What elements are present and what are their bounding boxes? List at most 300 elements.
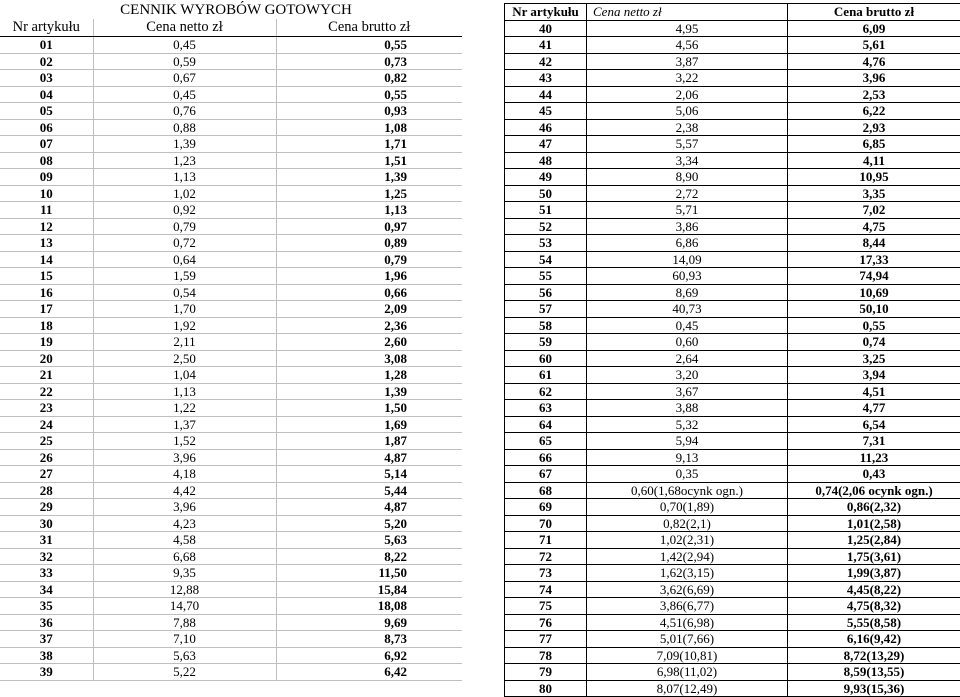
cell-net-price: 2,72: [587, 185, 788, 202]
cell-gross-price: 4,75: [788, 218, 960, 235]
cell-net-price: 1,23: [93, 152, 276, 169]
cell-gross-price: 50,10: [788, 301, 960, 318]
header-net-price: Cena netto zł: [93, 19, 276, 37]
cell-gross-price: 1,39: [276, 383, 462, 400]
cell-article-number: 42: [505, 53, 587, 70]
cell-net-price: 4,18: [93, 466, 276, 483]
cell-gross-price: 4,51: [788, 383, 960, 400]
cell-gross-price: 6,92: [276, 647, 462, 664]
cell-net-price: 0,59: [93, 53, 276, 70]
cell-net-price: 3,22: [587, 70, 788, 87]
table-row: [505, 169, 960, 186]
price-table-right: [504, 3, 960, 697]
cell-article-number: 58: [505, 317, 587, 334]
cell-net-price: 5,01(7,66): [587, 631, 788, 648]
cell-net-price: 4,58: [93, 532, 276, 549]
table-row: [505, 367, 960, 384]
cell-article-number: 25: [0, 433, 93, 450]
table-row: [505, 631, 960, 648]
cell-article-number: 31: [0, 532, 93, 549]
table-row: [505, 235, 960, 252]
cell-gross-price: 6,54: [788, 416, 960, 433]
table-row: [505, 548, 960, 565]
cell-net-price: 1,02(2,31): [587, 532, 788, 549]
cell-article-number: 72: [505, 548, 587, 565]
cell-gross-price: 0,97: [276, 218, 462, 235]
cell-net-price: 7,09(10,81): [587, 647, 788, 664]
cell-net-price: 1,02: [93, 185, 276, 202]
cell-gross-price: 11,50: [276, 565, 462, 582]
table-row: [0, 350, 462, 367]
cell-gross-price: 1,96: [276, 268, 462, 285]
table-row: [505, 317, 960, 334]
cell-net-price: 0,82(2,1): [587, 515, 788, 532]
cell-article-number: 75: [505, 598, 587, 615]
table-row: [0, 70, 462, 87]
cell-article-number: 67: [505, 466, 587, 483]
cell-article-number: 21: [0, 367, 93, 384]
cell-net-price: 4,56: [587, 37, 788, 54]
cell-gross-price: 1,25(2,84): [788, 532, 960, 549]
table-row: [505, 268, 960, 285]
table-row: [0, 86, 462, 103]
cell-gross-price: 6,22: [788, 103, 960, 120]
cell-net-price: 1,04: [93, 367, 276, 384]
cell-net-price: 4,23: [93, 515, 276, 532]
cell-article-number: 15: [0, 268, 93, 285]
cell-net-price: 1,37: [93, 416, 276, 433]
table-row: [505, 680, 960, 697]
cell-net-price: 0,92: [93, 202, 276, 219]
cell-net-price: 0,54: [93, 284, 276, 301]
table-row: [505, 614, 960, 631]
cell-net-price: 0,72: [93, 235, 276, 252]
cell-gross-price: 3,94: [788, 367, 960, 384]
cell-net-price: 14,70: [93, 598, 276, 615]
cell-gross-price: 5,55(8,58): [788, 614, 960, 631]
cell-article-number: 24: [0, 416, 93, 433]
cell-net-price: 4,51(6,98): [587, 614, 788, 631]
table-row: [0, 136, 462, 153]
cell-gross-price: 8,59(13,55): [788, 664, 960, 681]
cell-article-number: 38: [0, 647, 93, 664]
cell-gross-price: 0,82: [276, 70, 462, 87]
cell-net-price: 5,22: [93, 664, 276, 681]
cell-net-price: 3,67: [587, 383, 788, 400]
cell-gross-price: 0,55: [788, 317, 960, 334]
cell-gross-price: 18,08: [276, 598, 462, 615]
table-row: [505, 202, 960, 219]
cell-net-price: 60,93: [587, 268, 788, 285]
table-row: [505, 565, 960, 582]
cell-article-number: 06: [0, 119, 93, 136]
cell-article-number: 40: [505, 20, 587, 37]
cell-article-number: 07: [0, 136, 93, 153]
table-row: [505, 383, 960, 400]
cell-article-number: 59: [505, 334, 587, 351]
cell-gross-price: 17,33: [788, 251, 960, 268]
cell-article-number: 02: [0, 53, 93, 70]
table-row: [505, 598, 960, 615]
header-gross-price: Cena brutto zł: [276, 19, 462, 37]
cell-gross-price: 8,44: [788, 235, 960, 252]
cell-gross-price: 4,87: [276, 449, 462, 466]
table-row: [0, 152, 462, 169]
cell-gross-price: 1,28: [276, 367, 462, 384]
table-row: [505, 581, 960, 598]
table-row: [505, 515, 960, 532]
cell-article-number: 68: [505, 482, 587, 499]
table-row: [0, 169, 462, 186]
cell-gross-price: 0,74(2,06 ocynk ogn.): [788, 482, 960, 499]
cell-gross-price: 3,96: [788, 70, 960, 87]
cell-article-number: 13: [0, 235, 93, 252]
cell-net-price: 3,96: [93, 449, 276, 466]
cell-gross-price: 11,23: [788, 449, 960, 466]
cell-gross-price: 2,36: [276, 317, 462, 334]
cell-gross-price: 1,71: [276, 136, 462, 153]
cell-article-number: 30: [0, 515, 93, 532]
cell-gross-price: 6,16(9,42): [788, 631, 960, 648]
cell-net-price: 40,73: [587, 301, 788, 318]
table-row: [0, 251, 462, 268]
cell-net-price: 0,35: [587, 466, 788, 483]
cell-article-number: 16: [0, 284, 93, 301]
cell-gross-price: 1,39: [276, 169, 462, 186]
cell-net-price: 1,62(3,15): [587, 565, 788, 582]
cell-gross-price: 2,93: [788, 119, 960, 136]
cell-gross-price: 5,14: [276, 466, 462, 483]
table-header-row: [505, 4, 960, 21]
cell-net-price: 1,70: [93, 301, 276, 318]
cell-gross-price: 4,11: [788, 152, 960, 169]
cell-gross-price: 3,08: [276, 350, 462, 367]
cell-net-price: 3,20: [587, 367, 788, 384]
cell-article-number: 70: [505, 515, 587, 532]
table-row: [0, 119, 462, 136]
header-article-number: Nr artykułu: [505, 4, 587, 21]
cell-gross-price: 6,42: [276, 664, 462, 681]
cell-article-number: 18: [0, 317, 93, 334]
cell-article-number: 23: [0, 400, 93, 417]
cell-net-price: 5,71: [587, 202, 788, 219]
cell-gross-price: 8,22: [276, 548, 462, 565]
cell-gross-price: 8,73: [276, 631, 462, 648]
table-row: [505, 119, 960, 136]
cell-article-number: 14: [0, 251, 93, 268]
cell-article-number: 33: [0, 565, 93, 582]
table-row: [505, 70, 960, 87]
cell-article-number: 57: [505, 301, 587, 318]
table-row: [505, 218, 960, 235]
cell-article-number: 60: [505, 350, 587, 367]
cell-gross-price: 0,73: [276, 53, 462, 70]
cell-net-price: 0,70(1,89): [587, 499, 788, 516]
cell-article-number: 39: [0, 664, 93, 681]
cell-article-number: 64: [505, 416, 587, 433]
cell-net-price: 0,45: [93, 86, 276, 103]
table-header-row: [0, 19, 462, 37]
table-row: [505, 416, 960, 433]
table-row: [0, 235, 462, 252]
cell-article-number: 41: [505, 37, 587, 54]
cell-gross-price: 2,09: [276, 301, 462, 318]
cell-gross-price: 2,60: [276, 334, 462, 351]
cell-net-price: 0,45: [587, 317, 788, 334]
cell-article-number: 17: [0, 301, 93, 318]
cell-net-price: 9,13: [587, 449, 788, 466]
cell-article-number: 76: [505, 614, 587, 631]
table-row: [0, 103, 462, 120]
cell-article-number: 11: [0, 202, 93, 219]
cell-article-number: 47: [505, 136, 587, 153]
cell-article-number: 79: [505, 664, 587, 681]
cell-net-price: 0,79: [93, 218, 276, 235]
table-row: [0, 268, 462, 285]
cell-net-price: 0,76: [93, 103, 276, 120]
table-row: [0, 482, 462, 499]
table-body-right: [505, 20, 960, 697]
cell-article-number: 03: [0, 70, 93, 87]
table-row: [505, 400, 960, 417]
cell-net-price: 0,60: [587, 334, 788, 351]
cell-net-price: 0,60(1,68ocynk ogn.): [587, 482, 788, 499]
cell-gross-price: 0,93: [276, 103, 462, 120]
table-row: [505, 433, 960, 450]
cell-net-price: 1,13: [93, 169, 276, 186]
cell-net-price: 8,07(12,49): [587, 680, 788, 697]
cell-gross-price: 1,51: [276, 152, 462, 169]
cell-net-price: 1,13: [93, 383, 276, 400]
cell-gross-price: 10,95: [788, 169, 960, 186]
cell-gross-price: 10,69: [788, 284, 960, 301]
price-table-left: [0, 19, 462, 681]
cell-gross-price: 7,02: [788, 202, 960, 219]
cell-article-number: 37: [0, 631, 93, 648]
table-row: [0, 449, 462, 466]
cell-net-price: 1,59: [93, 268, 276, 285]
table-row: [505, 251, 960, 268]
cell-net-price: 3,62(6,69): [587, 581, 788, 598]
cell-article-number: 52: [505, 218, 587, 235]
table-row: [505, 449, 960, 466]
cell-gross-price: 0,55: [276, 37, 462, 54]
table-row: [0, 548, 462, 565]
table-row: [505, 53, 960, 70]
table-row: [0, 631, 462, 648]
cell-net-price: 3,88: [587, 400, 788, 417]
cell-gross-price: 0,74: [788, 334, 960, 351]
cell-article-number: 28: [0, 482, 93, 499]
cell-net-price: 0,88: [93, 119, 276, 136]
cell-article-number: 08: [0, 152, 93, 169]
cell-article-number: 80: [505, 680, 587, 697]
cell-gross-price: 0,55: [276, 86, 462, 103]
cell-gross-price: 6,85: [788, 136, 960, 153]
cell-net-price: 5,32: [587, 416, 788, 433]
cell-net-price: 6,86: [587, 235, 788, 252]
cell-article-number: 05: [0, 103, 93, 120]
cell-article-number: 50: [505, 185, 587, 202]
table-row: [0, 383, 462, 400]
cell-gross-price: 8,72(13,29): [788, 647, 960, 664]
cell-article-number: 01: [0, 37, 93, 54]
table-row: [505, 499, 960, 516]
cell-article-number: 56: [505, 284, 587, 301]
cell-article-number: 04: [0, 86, 93, 103]
cell-net-price: 5,06: [587, 103, 788, 120]
table-row: [505, 20, 960, 37]
table-row: [0, 301, 462, 318]
cell-net-price: 9,35: [93, 565, 276, 582]
cell-net-price: 1,39: [93, 136, 276, 153]
table-row: [0, 53, 462, 70]
cell-gross-price: 5,20: [276, 515, 462, 532]
cell-article-number: 65: [505, 433, 587, 450]
cell-article-number: 35: [0, 598, 93, 615]
cell-net-price: 6,68: [93, 548, 276, 565]
cell-net-price: 2,11: [93, 334, 276, 351]
table-row: [0, 202, 462, 219]
cell-article-number: 51: [505, 202, 587, 219]
cell-gross-price: 1,01(2,58): [788, 515, 960, 532]
cell-net-price: 5,63: [93, 647, 276, 664]
table-row: [0, 598, 462, 615]
cell-gross-price: 9,93(15,36): [788, 680, 960, 697]
cell-net-price: 5,94: [587, 433, 788, 450]
cell-net-price: 2,50: [93, 350, 276, 367]
cell-gross-price: 5,44: [276, 482, 462, 499]
cell-gross-price: 1,50: [276, 400, 462, 417]
cell-article-number: 45: [505, 103, 587, 120]
cell-article-number: 49: [505, 169, 587, 186]
table-row: [0, 37, 462, 54]
table-row: [0, 614, 462, 631]
table-row: [505, 152, 960, 169]
cell-article-number: 61: [505, 367, 587, 384]
cell-article-number: 53: [505, 235, 587, 252]
cell-gross-price: 0,43: [788, 466, 960, 483]
cell-article-number: 78: [505, 647, 587, 664]
table-row: [0, 400, 462, 417]
table-trailing-row: [0, 660, 462, 676]
cell-net-price: 4,95: [587, 20, 788, 37]
cell-article-number: 10: [0, 185, 93, 202]
table-row: [0, 581, 462, 598]
table-row: [0, 317, 462, 334]
cell-gross-price: 1,69: [276, 416, 462, 433]
table-row: [0, 218, 462, 235]
header-gross-price: Cena brutto zł: [788, 4, 960, 21]
cell-article-number: 32: [0, 548, 93, 565]
cell-article-number: 12: [0, 218, 93, 235]
cell-net-price: 1,92: [93, 317, 276, 334]
cell-net-price: 6,98(11,02): [587, 664, 788, 681]
cell-article-number: 29: [0, 499, 93, 516]
cell-gross-price: 1,99(3,87): [788, 565, 960, 582]
cell-gross-price: 0,66: [276, 284, 462, 301]
table-row: [0, 499, 462, 516]
cell-gross-price: 0,86(2,32): [788, 499, 960, 516]
table-row: [0, 515, 462, 532]
cell-article-number: 34: [0, 581, 93, 598]
table-row: [505, 185, 960, 202]
cell-article-number: 77: [505, 631, 587, 648]
table-row: [0, 433, 462, 450]
table-row: [505, 136, 960, 153]
header-net-price: Cena netto zł: [587, 4, 788, 21]
cell-net-price: 2,06: [587, 86, 788, 103]
cell-net-price: 3,86: [587, 218, 788, 235]
table-row: [505, 532, 960, 549]
cell-net-price: 7,10: [93, 631, 276, 648]
cell-article-number: 22: [0, 383, 93, 400]
cell-gross-price: 3,35: [788, 185, 960, 202]
cell-article-number: 66: [505, 449, 587, 466]
cell-gross-price: 1,75(3,61): [788, 548, 960, 565]
table-row: [505, 482, 960, 499]
cell-gross-price: 4,75(8,32): [788, 598, 960, 615]
cell-gross-price: 5,63: [276, 532, 462, 549]
table-row: [505, 647, 960, 664]
table-row: [0, 185, 462, 202]
cell-gross-price: 1,08: [276, 119, 462, 136]
table-row: [505, 301, 960, 318]
cell-net-price: 8,90: [587, 169, 788, 186]
table-row: [0, 367, 462, 384]
cell-net-price: 14,09: [587, 251, 788, 268]
cell-article-number: 48: [505, 152, 587, 169]
cell-net-price: 1,52: [93, 433, 276, 450]
cell-net-price: 3,87: [587, 53, 788, 70]
cell-article-number: 09: [0, 169, 93, 186]
table-row: [505, 334, 960, 351]
cell-gross-price: 1,25: [276, 185, 462, 202]
cell-gross-price: 1,13: [276, 202, 462, 219]
cell-gross-price: 5,61: [788, 37, 960, 54]
table-row: [505, 350, 960, 367]
cell-gross-price: 0,89: [276, 235, 462, 252]
table-row: [0, 466, 462, 483]
cell-gross-price: 4,77: [788, 400, 960, 417]
cell-net-price: 1,22: [93, 400, 276, 417]
cell-net-price: 3,34: [587, 152, 788, 169]
cell-article-number: 71: [505, 532, 587, 549]
cell-net-price: 7,88: [93, 614, 276, 631]
cell-gross-price: 7,31: [788, 433, 960, 450]
cell-article-number: 69: [505, 499, 587, 516]
table-row: [505, 466, 960, 483]
cell-article-number: 46: [505, 119, 587, 136]
cell-article-number: 54: [505, 251, 587, 268]
cell-net-price: 0,67: [93, 70, 276, 87]
cell-gross-price: 15,84: [276, 581, 462, 598]
cell-gross-price: 4,87: [276, 499, 462, 516]
cell-article-number: 19: [0, 334, 93, 351]
cell-net-price: 0,64: [93, 251, 276, 268]
cell-net-price: 1,42(2,94): [587, 548, 788, 565]
cell-gross-price: 3,25: [788, 350, 960, 367]
cell-article-number: 55: [505, 268, 587, 285]
cell-article-number: 73: [505, 565, 587, 582]
table-body-left: [0, 37, 462, 681]
cell-article-number: 43: [505, 70, 587, 87]
cell-gross-price: 1,87: [276, 433, 462, 450]
cell-net-price: 12,88: [93, 581, 276, 598]
cell-gross-price: 0,79: [276, 251, 462, 268]
cell-net-price: 0,45: [93, 37, 276, 54]
cell-article-number: 74: [505, 581, 587, 598]
